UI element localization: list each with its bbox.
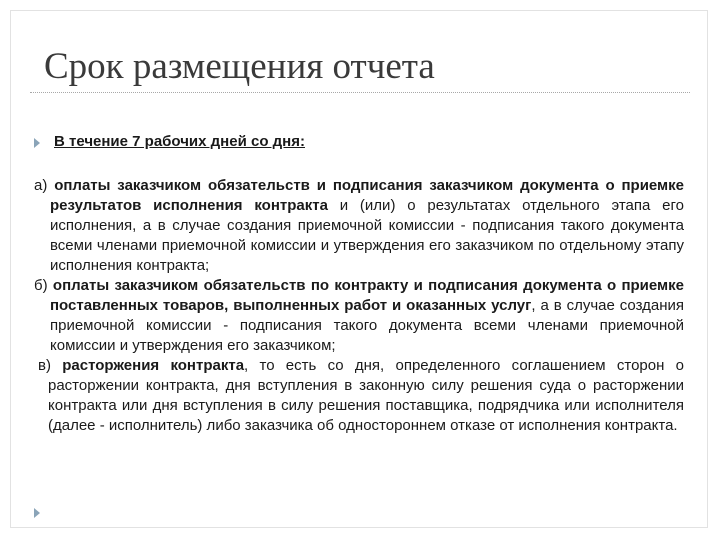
item-bold-text: расторжения контракта (62, 357, 245, 374)
bullet-arrow-icon (34, 138, 40, 148)
item-marker: а) (34, 177, 48, 194)
title-divider (30, 92, 690, 93)
item-text: , а в случае создания приемочной комиссии - подписания такого документа всеми членами приемочной комиссии и утверждения его заказчиком; (50, 297, 685, 354)
item-marker: в) (38, 357, 51, 374)
lead-text: В течение 7 рабочих дней со дня: (54, 133, 305, 150)
item-marker: б) (34, 277, 48, 294)
list-item-v (34, 356, 684, 436)
empty-bullet-arrow-icon (34, 508, 40, 518)
item-bold-text: оплаты заказчиком обязательств по контракту и подписания документа о приемке поставленных товаров, выполненных работ и оказанных услуг (50, 277, 684, 314)
item-text: и (или) о результатах отдельного этапа его исполнения, а в случае создания приемочной комиссии - подписания такого документа всеми членами приемочной комиссии и утверждения его заказчиком по отдельному этапу исполнения контракта; (50, 197, 684, 274)
items-list (34, 176, 684, 436)
slide-title: Срок размещения отчета (44, 46, 435, 87)
item-text: , то есть со дня, определенного соглашением сторон о расторжении контракта, дня вступления в законную силу решения суда о расторжении контракта или дня вступления в силу решения поставщика, подрядчика или исполнителя (далее - исполнитель) либо заказчика об одностороннем отказе от исполнения контракта. (48, 357, 684, 434)
item-bold-text: оплаты заказчиком обязательств и подписания заказчиком документа о приемке результатов исполнения контракта (50, 177, 685, 214)
list-item-b (34, 276, 684, 356)
list-item-a (34, 176, 684, 276)
